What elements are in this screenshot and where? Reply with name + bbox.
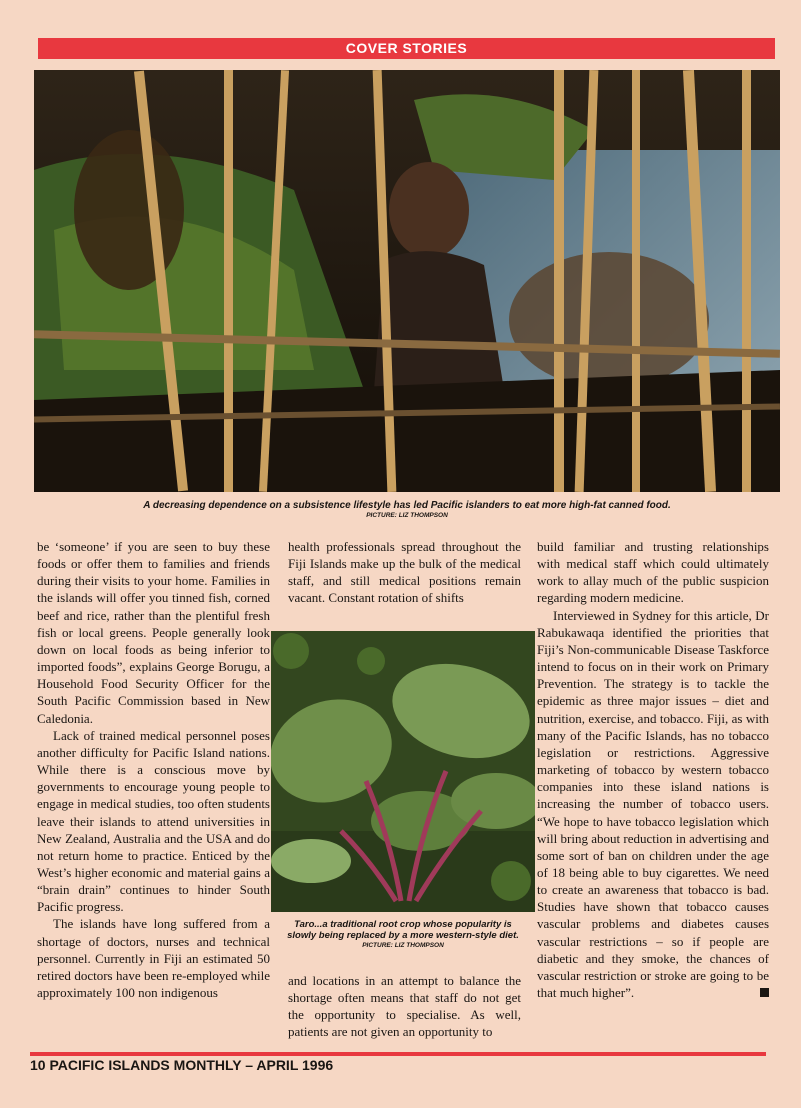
column-1-paragraph: Lack of trained medical personnel poses another difficulty for Pacific Island nations. While there is a conscious move by governments to encourage young people to engage in medical studies, too often students leave their islands to attend universities in New Zealand, Australia and the USA and do not return home to practice. Enticed by the West’s higher economic and material gains a “brain drain” continues to hinder South Pacific progress. bbox=[37, 727, 270, 915]
section-banner: COVER STORIES bbox=[38, 38, 775, 59]
hero-photo-credit: PICTURE: LIZ THOMPSON bbox=[366, 512, 448, 519]
taro-photo bbox=[271, 631, 535, 912]
column-1-paragraph: The islands have long suffered from a shortage of doctors, nurses and technical personnel. Currently in Fiji an estimated 50 retired doctors have been re-employed while approximately 100 non indigenous bbox=[37, 916, 270, 1001]
column-1-paragraph: be ‘someone’ if you are seen to buy these foods or offer them to families and friends during their visits to your home. Families in the islands will offer you tinned fish, corned beef and rice, rather than the plentiful fresh fish or local greens. People generally look down on local foods as being inferior to imported foods”, explains George Borugu, a Household Food Security Officer for the South Pacific Commission based in New Caledonia. bbox=[37, 539, 270, 726]
article-column-3 bbox=[537, 538, 769, 1001]
page-footer: 10 PACIFIC ISLANDS MONTHLY – APRIL 1996 bbox=[30, 1057, 334, 1073]
column-3-paragraph-text: Interviewed in Sydney for this article, Dr Rabukawaqa identified the priorities that Fiji’s Non-communicable Disease Taskforce intend to focus on in their work on Primary Prevention. The strategy is to tackle the epidemic as three major issues – diet and nutrition, exercise, and tobacco. Fiji, as with many of the Pacific Islands, has no tobacco legislation or restrictions. Aggressive marketing of tobacco by western tobacco companies into these island nations is increasing the number of tobacco users. “We hope to have tobacco legislation which will bring about reduction in advertising and some sort of ban on children under the age of 18 being able to buy cigarettes. We need to create an awareness that tobacco is bad. Studies have shown that tobacco causes vascular problems and diabetes causes vascular restrictions – so if people are diabetic and they smoke, the chances of vascular restriction or stroke are going to be that much higher”. bbox=[537, 607, 769, 1001]
hero-caption bbox=[34, 500, 780, 519]
end-of-article-mark bbox=[760, 988, 769, 997]
taro-photo-credit: PICTURE: LIZ THOMPSON bbox=[362, 942, 444, 949]
taro-caption-line-1: Taro...a traditional root crop whose popularity is bbox=[294, 919, 512, 930]
column-3-paragraph bbox=[537, 607, 769, 1002]
article-column-2-bottom bbox=[288, 972, 521, 1041]
taro-caption-line-2: slowly being replaced by a more western-style diet. bbox=[287, 930, 519, 941]
footer-rule bbox=[30, 1052, 766, 1056]
column-2-paragraph: and locations in an attempt to balance the shortage often means that staff do not get the opportunity to specialise. As well, patients are not given an opportunity to bbox=[288, 973, 521, 1040]
article-column-1 bbox=[37, 538, 270, 1001]
hero-photo bbox=[34, 70, 780, 492]
column-3-paragraph: build familiar and trusting relationships with medical staff which could ultimately work to allay much of the public suspicion regarding modern medicine. bbox=[537, 539, 769, 606]
taro-caption bbox=[271, 919, 535, 949]
article-column-2-top bbox=[288, 538, 521, 607]
hero-caption-text: A decreasing dependence on a subsistence lifestyle has led Pacific islanders to eat more high-fat canned food. bbox=[143, 500, 671, 511]
column-2-paragraph: health professionals spread throughout the Fiji Islands make up the bulk of the medical staff, and still medical positions remain vacant. Constant rotation of shifts bbox=[288, 539, 521, 606]
